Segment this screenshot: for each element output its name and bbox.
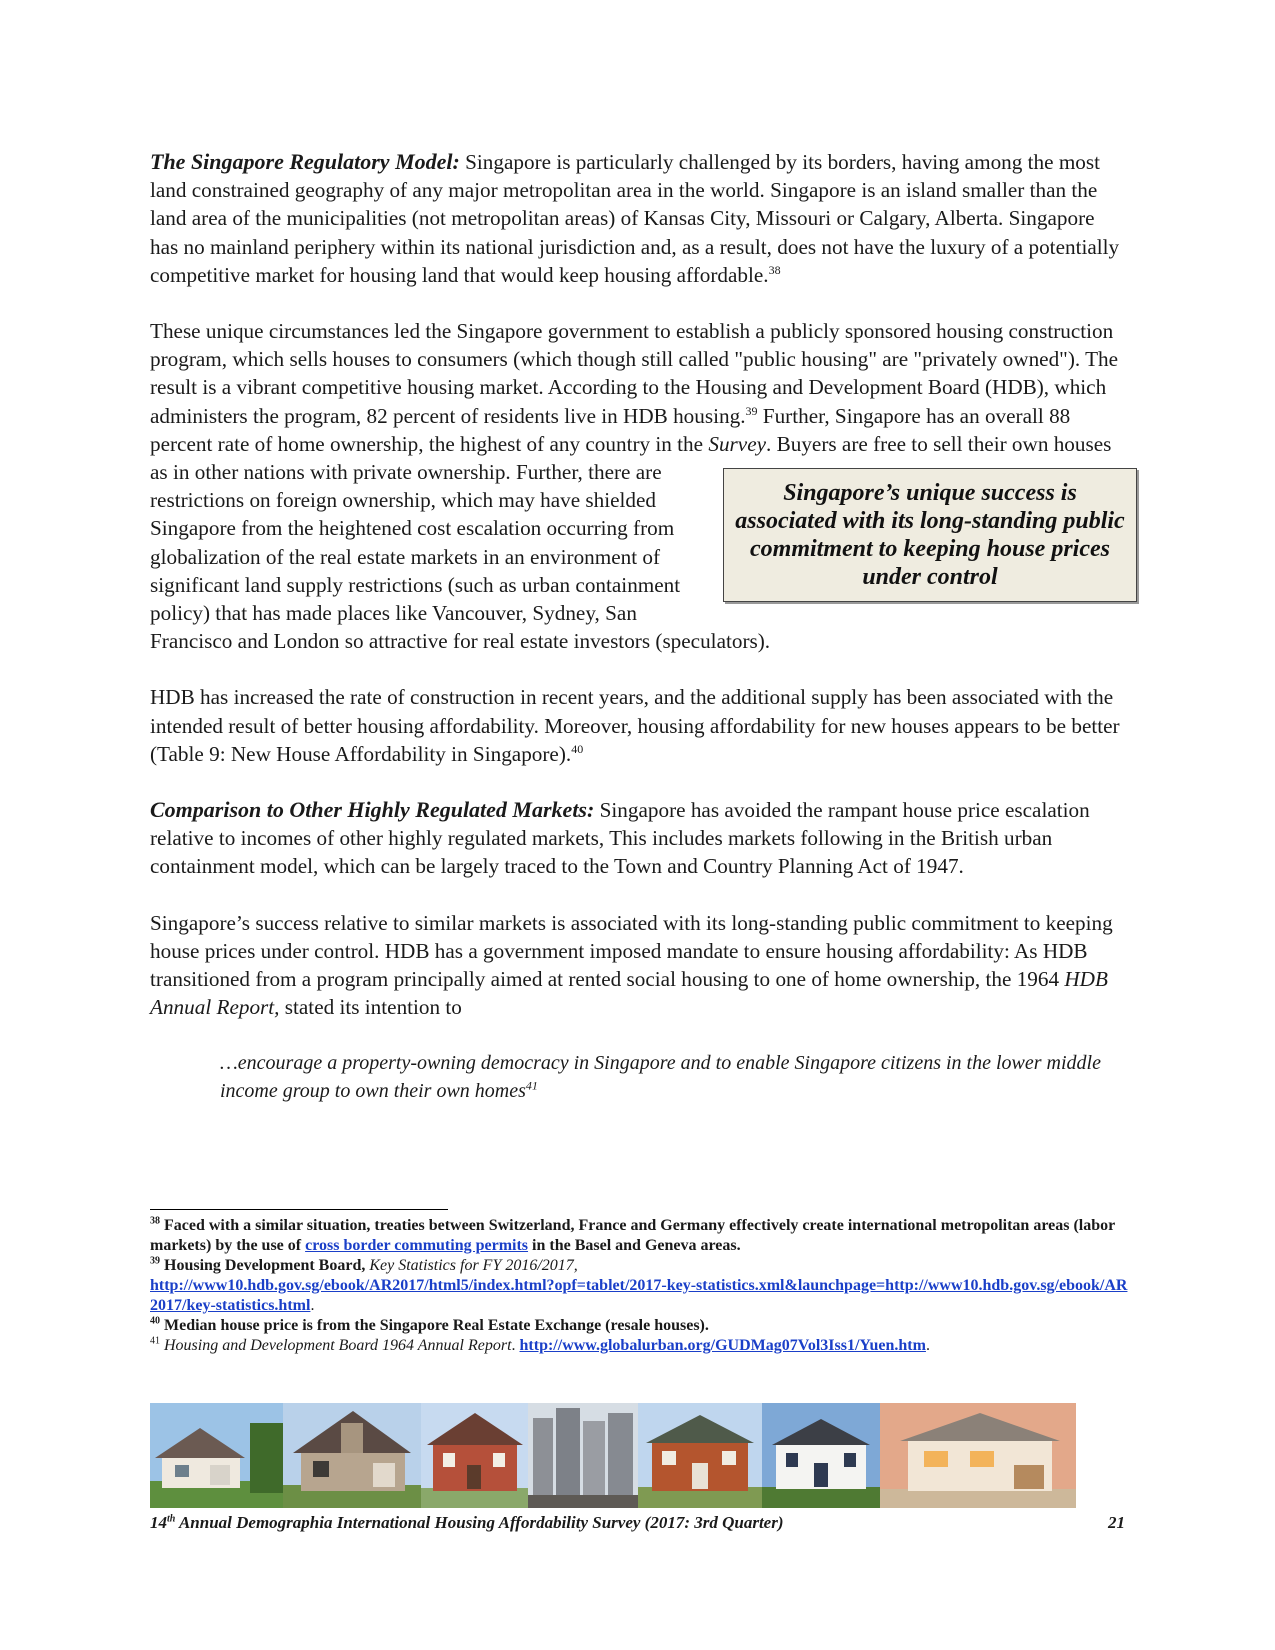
paragraph-comparison: Comparison to Other Highly Regulated Markets: Singapore has avoided the rampant house price escalation relative to incomes of other highly regulated markets, This includes markets following in the British urban containment model, which can be largely traced to the Town and Country Planning Act of 1947. — [150, 797, 1090, 879]
house-photo-strip — [150, 1403, 1126, 1508]
footnote-38: $^{38}$ Faced with a similar situation, treaties between Switzerland, France and Germany effectively create international metropolitan areas (labor markets) by the use of cross border commuting permits in the Basel and Geneva areas. — [150, 1215, 1115, 1254]
footer-title: 14th Annual Demographia International Housing Affordability Survey (2017: 3rd Quarter) — [150, 1513, 784, 1532]
link-hdb-key-statistics[interactable]: http://www10.hdb.gov.sg/ebook/AR2017/html5/index.html?opf=tablet/2017-key-statistics.xml&launchpage=http://www10.hdb.gov.sg/ebook/AR2017/key-statistics.html — [150, 1277, 1128, 1314]
paragraph-hdb-program: These unique circumstances led the Singapore government to establish a publicly sponsored housing construction program, which sells houses to consumers (which though still called "public housing" are "privately owned"). The result is a vibrant competitive housing market. According to the Housing and Development Board (HDB), which administers the program, 82 percent of residents live in HDB housing.$^{39}$ Further, Singapore has an overall 88 percent rate of home ownership, the highest of any country in the Singapore’s unique success is associated with its long-standing public commitment to keeping house prices under control Survey. Buyers are free to sell their own houses as in other nations with private ownership. Further, there are restrictions on foreign ownership, which may have shielded Singapore from the heightened cost escalation occurring from globalization of the real estate markets in an environment of significant land supply restrictions (such as urban containment policy) that has made places like Vancouver, Sydney, San Francisco and London so attractive for real estate investors (speculators). — [150, 317, 1125, 655]
link-commuting-permits[interactable]: cross border commuting permits — [305, 1237, 529, 1254]
house-photo-6 — [762, 1403, 880, 1508]
footnote-ref-39[interactable]: 39 — [745, 403, 758, 418]
footnote-41: $^{41}$ Housing and Development Board 1964 Annual Report. http://www.globalurban.org/GUDMag07Vol3Iss1/Yuen.htm. — [150, 1335, 930, 1354]
section-heading-singapore: The Singapore Regulatory Model: — [150, 149, 460, 174]
paragraph-singapore-model: The Singapore Regulatory Model: Singapore is particularly challenged by its borders, having among the most land constrained geography of any major metropolitan area in the world. Singapore is an island smaller than the land area of the municipalities (not metropolitan areas) of Kansas City, Missouri or Calgary, Alberta. Singapore has no mainland periphery within its national jurisdiction and, as a result, does not have the luxury of a potentially competitive market for housing land that would keep housing affordable.$^{38}$ — [150, 149, 1120, 287]
paragraph-success: Singapore’s success relative to similar markets is associated with its long-standing public commitment to keeping house prices under control. HDB has a government imposed mandate to ensure housing affordability: As HDB transitioned from a program principally aimed at rented social housing to one of home ownership, the 1964 HDB Annual Report, stated its intention to — [150, 910, 1113, 1020]
house-photo-7 — [880, 1403, 1076, 1508]
house-photo-5 — [638, 1403, 762, 1508]
block-quote: …encourage a property-owning democracy in Singapore and to enable Singapore citizens in the lower middle income group to own their own homes$^{41}$ — [220, 1052, 1101, 1103]
page-footer — [150, 1513, 1125, 1533]
house-photo-2 — [283, 1403, 421, 1508]
footnote-ref-38[interactable]: 38 — [768, 262, 781, 277]
paragraph-construction: HDB has increased the rate of construction in recent years, and the additional supply has been associated with the intended result of better housing affordability. Moreover, housing affordability for new houses appears to be better (Table 9: New House Affordability in Singapore).$^{40}$ — [150, 685, 1120, 766]
footnote-40: $^{40}$ Median house price is from the Singapore Real Estate Exchange (resale houses). — [150, 1315, 709, 1334]
footnote-ref-41[interactable]: 41 — [525, 1078, 538, 1093]
pull-quote-callout: Singapore’s unique success is associated with its long-standing public commitment to keeping house prices under control — [723, 468, 1137, 602]
main-text — [150, 148, 1125, 1105]
house-photo-3 — [421, 1403, 528, 1508]
house-photo-4 — [528, 1403, 638, 1508]
page-number: 21 — [1108, 1513, 1125, 1532]
house-photo-1 — [150, 1403, 283, 1508]
footnote-ref-40[interactable]: 40 — [571, 741, 584, 756]
link-globalurban[interactable]: http://www.globalurban.org/GUDMag07Vol3Iss1/Yuen.htm — [519, 1337, 926, 1354]
section-heading-comparison: Comparison to Other Highly Regulated Markets: — [150, 797, 595, 823]
footnote-39: $^{39}$ Housing Development Board, Key Statistics for FY 2016/2017, http://www10.hdb.gov.sg/ebook/AR2017/html5/index.html?opf=tablet/2017-key-statistics.xml&launchpage=http://www10.hdb.gov.sg/ebook/AR2017/key-statistics.html. — [150, 1255, 1128, 1314]
footnotes — [150, 1216, 1135, 1356]
footnote-divider — [150, 1209, 448, 1210]
